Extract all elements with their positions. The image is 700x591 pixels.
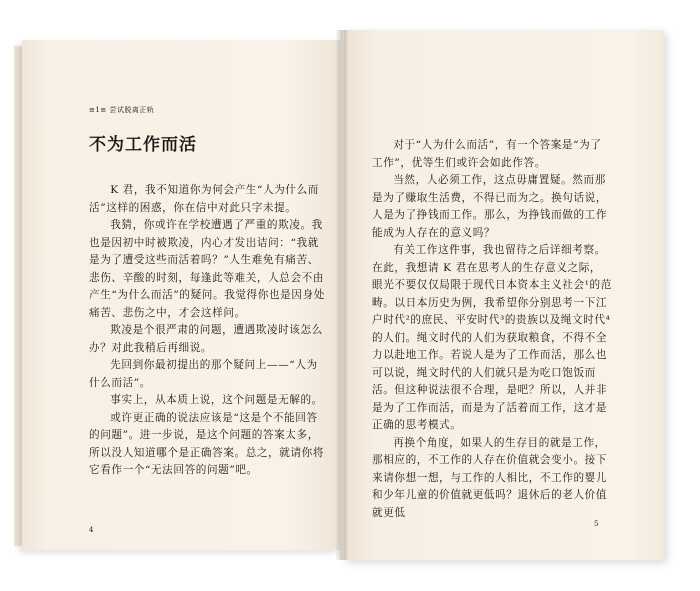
left-body-text — [89, 182, 325, 480]
paragraph: 再换个角度，如果人的生存目的就是工作，那相应的，不工作的人存在价值就会变小。接下来请你想一想，与工作的人相比，不工作的婴儿和少年儿童的价值就更低吗？退休后的老人价值就更低 — [372, 436, 608, 519]
paragraph: 对于“人为什么而活”，有一个答案是“为了工作”，优等生们或许会如此作答。 — [372, 139, 602, 169]
page-number-right: 5 — [594, 520, 599, 528]
paragraph: 我猜，你或许在学校遭遇了严重的欺凌。我也是因初中时被欺凌，内心才发出诘问：“我就是为了遭受这些而活着吗？”人生难免有痛苦、悲伤、辛酸的时刻，每逢此等难关，人总会不由产生“为什么而活”的疑问。我觉得你也是因身处痛苦、悲伤之中，才会这样问。 — [89, 219, 325, 319]
page-stack-edge — [14, 46, 22, 546]
chapter-title: 不为工作而活 — [89, 135, 197, 155]
paragraph: K 君，我不知道你为何会产生“人为什么而活”这样的困惑，你在信中对此只字未提。 — [89, 184, 319, 214]
right-body-text — [372, 137, 612, 522]
paragraph: 欺凌是个很严肃的问题，遭遇欺凌时该怎么办？对此我稍后再细说。 — [89, 324, 323, 354]
paragraph: 有关工作这件事，我也留待之后详细考察。在此，我想请 K 君在思考人的生存意义之际，眼光不要仅仅局限于现代日本资本主义社会¹的范畴。以日本历史为例，我希望你分别思考一下江户时代²的庶民、平安时代³的贵族以及绳文时代⁴的人们。绳文时代的人们为获取粮食，不得不全力以赴地工作。若说人是为了工作而活，那么也可以说，绳文时代的人们就只是为吃口饱饭而活。但这种说法很不合理，是吧？所以，人并非是为了工作而活，而是为了活着而工作，这才是正确的思考模式。 — [372, 244, 612, 431]
page-number-left: 4 — [89, 526, 94, 534]
running-header: ≡1≡ 尝试脱离正轨 — [89, 106, 155, 114]
book-gutter — [336, 30, 348, 560]
paragraph: 当然，人必须工作，这点毋庸置疑。然而那是为了赚取生活费，不得已而为之。换句话说，人是为了挣钱而工作。那么，为挣钱而做的工作能成为人存在的意义吗？ — [372, 174, 608, 239]
paragraph: 先回到你最初提出的那个疑问上——“人为什么而活”。 — [89, 359, 318, 389]
paragraph: 或许更正确的说法应该是“这是个不能回答的问题”。进一步说，是这个问题的答案太多，所以没人知道哪个是正确答案。总之，就请你将它看作一个“无法回答的问题”吧。 — [89, 411, 325, 476]
paragraph: 事实上，从本质上说，这个问题是无解的。 — [110, 394, 323, 406]
